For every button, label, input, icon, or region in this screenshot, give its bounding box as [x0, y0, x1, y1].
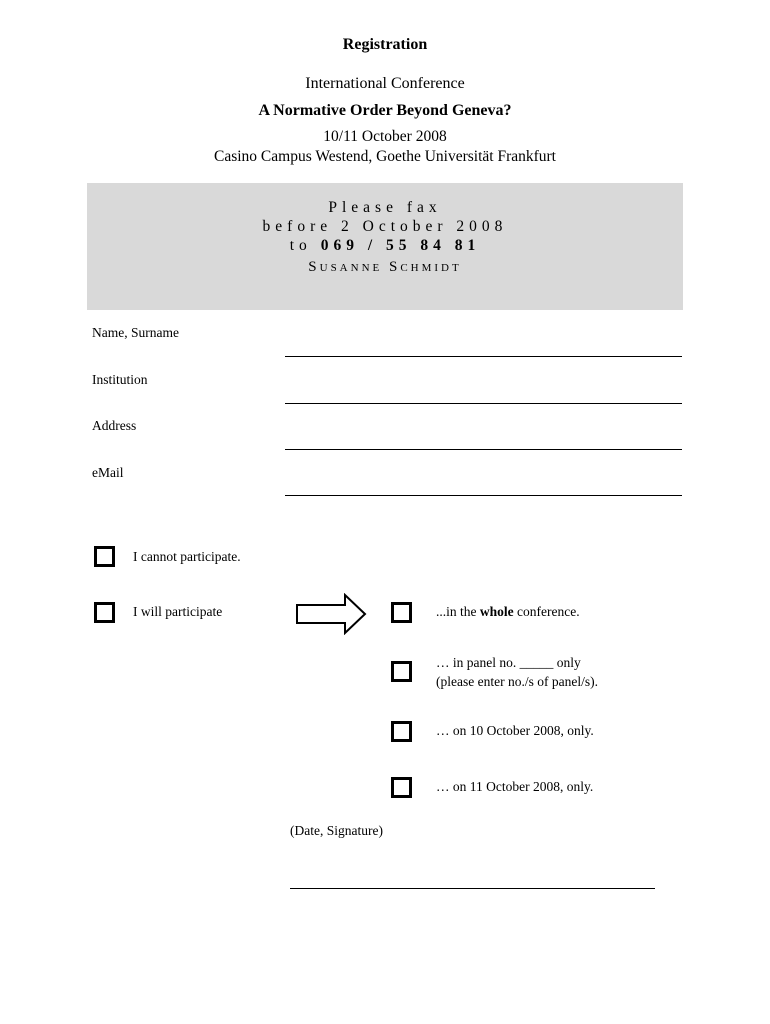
- whole-conference-label: [436, 604, 580, 620]
- conference-date: 10/11 October 2008: [323, 128, 447, 145]
- cannot-participate-label: I cannot participate.: [133, 549, 241, 564]
- name-surname-field[interactable]: [285, 356, 682, 357]
- conference-title: A Normative Order Beyond Geneva?: [258, 102, 512, 119]
- whole-conference-checkbox[interactable]: [391, 602, 412, 623]
- fax-to-prefix: to: [289, 237, 312, 254]
- institution-field[interactable]: [285, 403, 682, 404]
- october-10-label: … on 10 October 2008, only.: [436, 723, 594, 738]
- fax-number-line: [87, 237, 683, 255]
- panel-label-line1: … in panel no. _____ only: [436, 655, 581, 670]
- whole-suffix: conference.: [517, 604, 580, 619]
- conference-venue: Casino Campus Westend, Goethe Universität Frankfurt: [214, 148, 556, 165]
- fax-line-1: Please fax: [328, 199, 442, 216]
- right-arrow-icon: [295, 593, 367, 635]
- email-field[interactable]: [285, 495, 682, 496]
- address-label: Address: [92, 418, 137, 433]
- name-surname-label: Name, Surname: [92, 325, 179, 340]
- october-11-checkbox[interactable]: [391, 777, 412, 798]
- cannot-participate-checkbox[interactable]: [94, 546, 115, 567]
- form-title: Registration: [342, 36, 428, 53]
- fax-recipient: Susanne Schmidt: [308, 259, 462, 275]
- whole-bold: whole: [479, 604, 514, 619]
- address-field[interactable]: [285, 449, 682, 450]
- signature-label: (Date, Signature): [290, 823, 383, 838]
- fax-deadline: before 2 October 2008: [262, 218, 508, 235]
- october-11-label: … on 11 October 2008, only.: [436, 779, 594, 794]
- will-participate-label: I will participate: [133, 604, 223, 619]
- october-10-checkbox[interactable]: [391, 721, 412, 742]
- conference-type: International Conference: [305, 75, 465, 92]
- fax-number: 069 / 55 84 81: [320, 237, 481, 254]
- signature-line[interactable]: [290, 888, 655, 889]
- whole-prefix: ...in the: [436, 604, 477, 619]
- will-participate-checkbox[interactable]: [94, 602, 115, 623]
- panel-label-line2: (please enter no./s of panel/s).: [436, 674, 598, 689]
- email-label: eMail: [92, 465, 124, 480]
- institution-label: Institution: [92, 372, 148, 387]
- panel-checkbox[interactable]: [391, 661, 412, 682]
